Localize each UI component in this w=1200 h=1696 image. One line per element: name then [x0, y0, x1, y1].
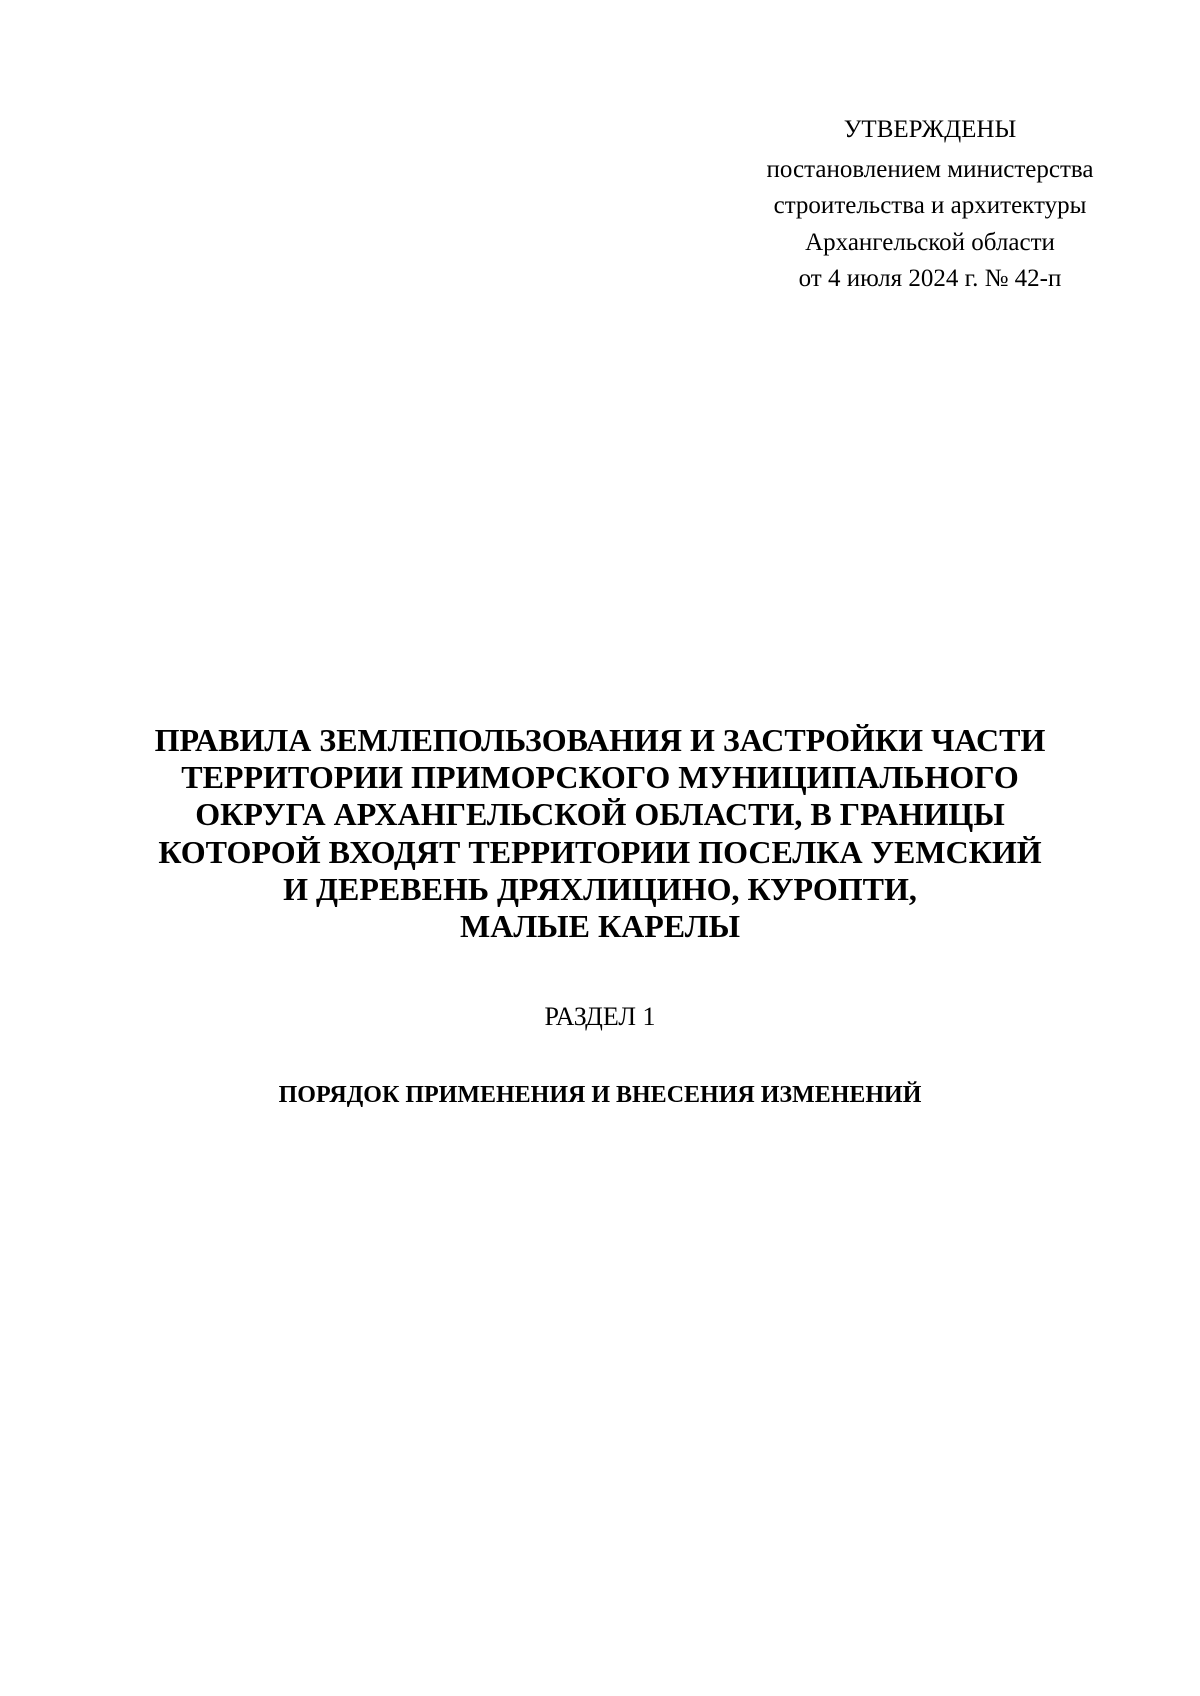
approval-line: Архангельской области — [805, 228, 1055, 256]
title-line: ПРАВИЛА ЗЕМЛЕПОЛЬЗОВАНИЯ И ЗАСТРОЙКИ ЧАСТИ — [154, 722, 1046, 758]
title-line: МАЛЫЕ КАРЕЛЫ — [460, 908, 740, 945]
title-line: ОКРУГА АРХАНГЕЛЬСКОЙ ОБЛАСТИ, В ГРАНИЦЫ — [195, 796, 1005, 833]
section-title: ПОРЯДОК ПРИМЕНЕНИЯ И ВНЕСЕНИЯ ИЗМЕНЕНИЙ — [278, 1082, 922, 1108]
title-line: И ДЕРЕВЕНЬ ДРЯХЛИЦИНО, КУРОПТИ, — [283, 870, 917, 907]
approval-stamp — [740, 112, 1120, 298]
approval-heading: УТВЕРЖДЕНЫ — [843, 116, 1017, 143]
title-line: КОТОРОЙ ВХОДЯТ ТЕРРИТОРИИ ПОСЕЛКА УЕМСКИЙ — [158, 833, 1042, 870]
approval-date-number: от 4 июля 2024 г. № 42-п — [798, 265, 1062, 292]
approval-line: строительства и архитектуры — [773, 192, 1087, 219]
section-label: РАЗДЕЛ 1 — [544, 1002, 656, 1031]
approval-line: постановлением министерства — [766, 155, 1094, 183]
document-title — [40, 722, 1160, 945]
title-line: ТЕРРИТОРИИ ПРИМОРСКОГО МУНИЦИПАЛЬНОГО — [181, 759, 1019, 796]
